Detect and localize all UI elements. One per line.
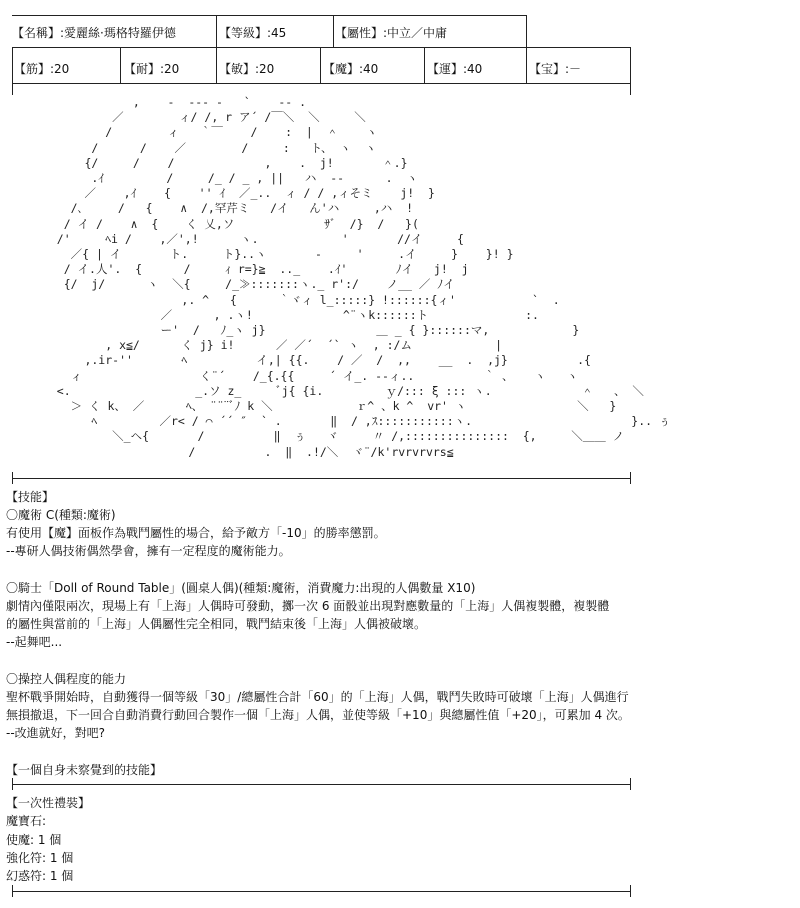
header-col-divider (12, 47, 13, 83)
equipment-item: 魔寶石: (6, 814, 47, 828)
ascii-art-line: {/ j/ ヽ ＼{ /_≫:::::::ヽ._ r':/ ノ__ ／ ﾉイ (36, 277, 455, 291)
header-col-divider (424, 47, 425, 83)
equipment-frame-tick (12, 885, 13, 897)
ascii-art-line: ,. ^ { ｀ヾィ l_:::::} !::::::{ィ' ` . (36, 293, 560, 307)
separator-tick (630, 472, 631, 484)
ascii-art-line: , - ‐‐‐ ‐ ` ‐- . (36, 95, 307, 109)
header-col-divider (216, 15, 217, 47)
skill-line: 〇操控人偶程度的能力 (6, 672, 127, 686)
ascii-art-line: /､ / { ∧ /,罕芹ミ /イ ん'ハ ,ハ ! (36, 201, 414, 215)
skills-top-border (12, 478, 630, 479)
equipment-item: 使魔: 1 個 (6, 833, 62, 847)
ascii-art-line: ﾍ ／r< / ⌒ ´´ ″ ` . ‖ / ,ｽ:::::::::::ヽ. }.. ぅ (36, 414, 671, 428)
skill-line: --改進就好，對吧? (6, 726, 106, 740)
equipment-top-border (12, 784, 630, 785)
separator-tick (12, 472, 13, 484)
ascii-art-line: {/ / / , . j! ＾.} (36, 156, 408, 170)
ascii-art-line: ー' / ﾉ_ヽ j} ＿ _ { }::::::マ, } (36, 323, 580, 337)
header-col-divider (526, 47, 527, 83)
ascii-art-line: ＞ く k、 ／ ﾍ、 ¨¨¨ﾞﾉ k ＼ ｒ^ 、k ^ vr' ヽ ＼ } (36, 399, 617, 413)
header-col-divider (526, 15, 527, 47)
character-ascii-art (0, 97, 800, 469)
header-col-divider (630, 47, 631, 83)
ascii-art-line: / イ / ∧ { く 乂,ソ ｻﾞ /} / }( (36, 217, 419, 231)
art-frame-tick (630, 83, 631, 95)
art-frame-tick (12, 83, 13, 95)
ascii-art-line: ,.ir-'' ﾍ イ,| {{. / ／ / ,, __ . ,j} .{ (36, 353, 591, 367)
ascii-art-line: <. _.ソ z_ ﾞj{ {i. ｙ/::: ξ ::: ヽ. ＾ 、 ＼ (36, 384, 644, 398)
stat-mag: 【魔】:40 (323, 62, 379, 76)
ascii-art-line: ／ ィ/ /, r ア´ /￣＼ ＼ ＼ (36, 110, 366, 124)
ascii-art-line: /' ﾍi / ,／',! ヽ. ' //イ { (36, 232, 464, 246)
ascii-art-line: ／{ | イ ト. ト}..ヽ - ' .イ } }! } (36, 247, 514, 261)
header-col-divider (333, 15, 334, 47)
ascii-art-line: / イ.人'. { / ｨ r=}≧ .._ .ｲ' ﾉイ j! j (36, 262, 469, 276)
equipment-item: 幻惑符: 1 個 (6, 869, 74, 883)
skill-line: --起舞吧... (6, 635, 63, 649)
equipment-title: 【一次性禮裝】 (6, 796, 91, 810)
stat-end: 【耐】:20 (124, 62, 180, 76)
stat-agi: 【敏】:20 (219, 62, 275, 76)
equipment-frame-tick (630, 778, 631, 790)
ascii-art-line: / . ‖ .!/＼ ヾ¨/k'rvrvrvrs≦ (36, 445, 454, 459)
stat-np: 【宝】:－ (529, 62, 582, 76)
ascii-art-line: / ィ ｀￣ / : | ＾ ヽ (36, 125, 378, 139)
skill-line: 劇情內僅限兩次，現場上有「上海」人偶時可發動，擲一次 6 面骰並出現對應數量的「上海」人偶複製體，複製體 (6, 599, 610, 613)
header-col-divider (120, 47, 121, 83)
stat-str: 【筋】:20 (14, 62, 70, 76)
skill-line: 〇魔術 C(種類:魔術) (6, 508, 116, 522)
header-top-border (12, 15, 526, 16)
header-col-divider (320, 47, 321, 83)
skill-line: 〇騎士「Doll of Round Table」(圓桌人偶)(種類:魔術，消費魔力:出現的人偶數量 X10) (6, 581, 476, 595)
ascii-art-line: / / ／ / : ト、 ヽ ヽ (36, 141, 377, 155)
skill-line: 聖杯戰爭開始時，自動獲得一個等級「30」/總屬性合計「60」的「上海」人偶，戰鬥失敗時可破壞「上海」人偶進行 (6, 690, 629, 704)
ascii-art-line: .ｲ / /_ / _ , || ハ -‐ . ヽ (36, 171, 418, 185)
skill-line: --專研人偶技術偶然學會，擁有一定程度的魔術能力。 (6, 544, 291, 558)
name-field: 【名稱】:愛麗絲·瑪格特羅伊德 (12, 26, 176, 40)
equipment-item: 強化符: 1 個 (6, 851, 74, 865)
equipment-frame-tick (630, 885, 631, 897)
hidden-skill-title: 【一個自身未察覺到的技能】 (6, 763, 163, 777)
stat-luk: 【運】:40 (427, 62, 483, 76)
ascii-art-line: ＼_ヘ{ / ‖ ぅ ヾ 〃 /,::::::::::::::: {, ＼＿＿ ノ (36, 429, 625, 443)
skill-line: 的屬性與當前的「上海」人偶屬性完全相同，戰鬥結束後「上海」人偶被破壞。 (6, 617, 427, 631)
header-middle-border (12, 47, 630, 48)
skill-line: 無損撤退，下一回合自動消費行動回合製作一個「上海」人偶，並使等級「+10」與總屬性值「+20」，可累加 4 次。 (6, 708, 630, 722)
ascii-art-line: ／ ,ｲ { '' ｲ ／_.. ィ / / ,ィそミ j! } (36, 186, 435, 200)
ascii-art-line: , x≦/ く j} i! ／ ／´ ´` ヽ , :/ム | (36, 338, 502, 352)
header-col-divider (216, 47, 217, 83)
attribute-field: 【屬性】:中立／中庸 (335, 26, 448, 40)
skill-line: 有使用【魔】面板作為戰鬥屬性的場合，給予敵方「-10」的勝率懲罰。 (6, 526, 386, 540)
equipment-bottom-border (12, 891, 630, 892)
ascii-art-line: ィ く¨´ /_{.{{ ´ イ_. -‐ィ.. ｀ 、 ヽ ヽ (36, 369, 579, 383)
ascii-art-line: ／ , .ヽ! ^¨ヽk::::::ト :. (36, 308, 539, 322)
level-field: 【等級】:45 (219, 26, 287, 40)
skills-title: 【技能】 (6, 490, 55, 504)
equipment-frame-tick (12, 778, 13, 790)
header-bottom-border (12, 83, 630, 84)
